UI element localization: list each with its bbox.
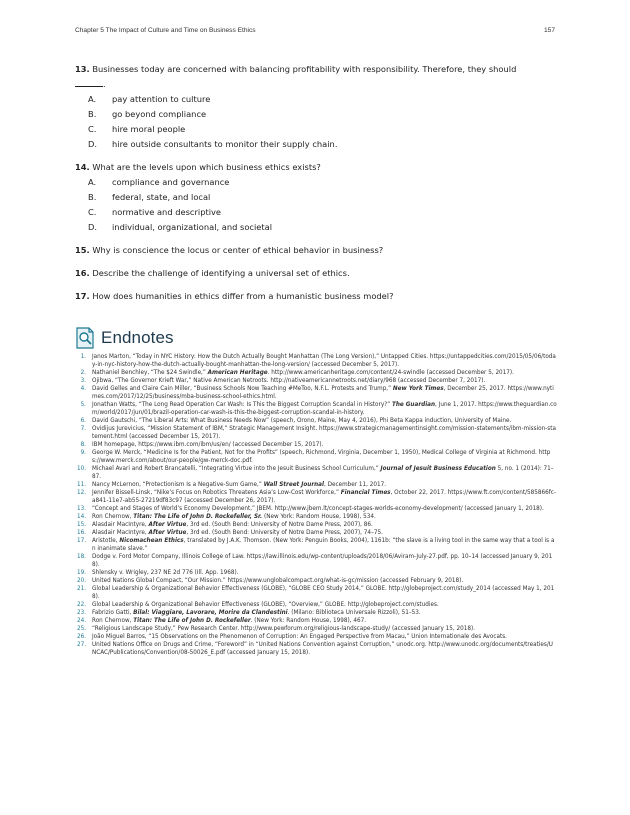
endnote-text xyxy=(92,466,554,480)
endnote-text-part: . (New York: Random House, 1998), 467. xyxy=(250,618,367,624)
question-number: 17. xyxy=(75,291,90,301)
endnote-text-part: , December 11, 2017. xyxy=(323,482,387,488)
endnote-text-part: Dodge v. Ford Motor Company, Illinois College of Law. https://law.illinois.edu/wp-content/uploads/2018/06/Aviram-July-27.pdf, pp. 10–14 (accessed January 9, 2018). xyxy=(92,554,553,568)
endnote-number: 24. xyxy=(76,618,86,624)
endnote-number: 2. xyxy=(80,370,86,376)
endnote-text-part: . http://www.americanheritage.com/content/24-swindle (accessed December 5, 2017). xyxy=(267,370,514,376)
endnote-text-part: , October 22, 2017. https://www.ft.com/content/585866fc-a841-11e7-ab55-27219df83c97 (accessed December 26, 2017). xyxy=(92,490,556,504)
option-letter: B. xyxy=(88,109,97,119)
endnote-title-italic: The Guardian xyxy=(392,402,436,408)
endnote-text-part: Alasdair MacIntyre, xyxy=(92,522,149,528)
option-text: compliance and governance xyxy=(112,177,230,187)
question-15 xyxy=(75,243,555,258)
answer-option xyxy=(88,137,555,152)
endnote-title-italic: Titan: The Life of John D. Rockefeller xyxy=(133,618,251,624)
endnote-text-part: Aristotle, xyxy=(92,538,120,544)
answer-options xyxy=(88,92,555,152)
endnote-item xyxy=(75,425,557,441)
endnote-number: 15. xyxy=(76,522,86,528)
endnote-text xyxy=(92,378,485,384)
endnote-item xyxy=(75,529,557,537)
endnote-text xyxy=(92,538,554,552)
endnote-number: 19. xyxy=(76,570,86,576)
endnote-text-part: , June 1, 2017. https://www.theguardian.com/world/2017/jun/01/brazil-operation-car-wash-is-this-the-biggest-corruption-scandal-in-history. xyxy=(92,402,557,416)
endnote-text-part: , December 25, 2017. https://www.nytimes.com/2017/12/25/business/mba-business-school-ethics.html. xyxy=(92,386,554,400)
question-number: 15. xyxy=(75,245,90,255)
option-letter: C. xyxy=(88,207,97,217)
endnote-title-italic: American Heritage xyxy=(207,370,268,376)
question-text: Describe the challenge of identifying a universal set of ethics. xyxy=(92,268,350,278)
endnote-text-part: Ron Chernow, xyxy=(92,618,134,624)
endnote-number: 5. xyxy=(80,402,86,408)
endnote-text-part: David Gelles and Claire Cain Miller, “Business Schools Now Teaching #MeToo, N.F.L. Protests and Trump,” xyxy=(92,386,393,392)
option-letter: A. xyxy=(88,177,97,187)
endnote-number: 17. xyxy=(76,538,86,544)
endnotes-header xyxy=(75,327,275,353)
endnote-item xyxy=(75,633,557,641)
endnote-item xyxy=(75,385,557,401)
endnote-text-part: Nathaniel Benchley, “The $24 Swindle,” xyxy=(92,370,208,376)
endnote-text xyxy=(92,570,239,576)
endnote-item xyxy=(75,465,557,481)
endnote-item xyxy=(75,353,557,369)
endnote-title-italic: New York Times xyxy=(392,386,444,392)
endnote-text xyxy=(92,418,511,424)
answer-option xyxy=(88,205,555,220)
answer-option xyxy=(88,122,555,137)
magnifier-document-icon xyxy=(75,327,95,349)
endnote-text xyxy=(92,610,421,616)
question-text: How does humanities in ethics differ from a humanistic business model? xyxy=(92,291,394,301)
endnote-item xyxy=(75,417,557,425)
endnote-text-part: Jonathan Watts, “The Long Read Operation Car Wash: Is This the Biggest Corruption Scandal in History?” xyxy=(92,402,392,408)
option-text: hire outside consultants to monitor their supply chain. xyxy=(112,139,338,149)
answer-option xyxy=(88,92,555,107)
question-text: What are the levels upon which business ethics exists? xyxy=(92,162,321,172)
page-number: 157 xyxy=(543,27,555,34)
endnote-text-part: Michael Avari and Robert Brancatelli, “Integrating Virtue into the Jesuit Business School Curriculum,” xyxy=(92,466,381,472)
endnote-number: 23. xyxy=(76,610,86,616)
endnote-item xyxy=(75,369,557,377)
question-number: 13. xyxy=(75,64,90,74)
endnote-item xyxy=(75,601,557,609)
endnote-item xyxy=(75,609,557,617)
endnote-text-part: (New York: Random House, 1998), 534. xyxy=(262,514,376,520)
endnote-text xyxy=(92,386,554,400)
endnote-number: 9. xyxy=(80,450,86,456)
endnote-text xyxy=(92,618,366,624)
endnote-number: 10. xyxy=(76,466,86,472)
endnote-text xyxy=(92,506,544,512)
endnote-number: 1. xyxy=(80,354,86,360)
option-letter: D. xyxy=(88,222,98,232)
endnote-number: 12. xyxy=(76,490,86,496)
endnote-item xyxy=(75,481,557,489)
question-text: Why is conscience the locus or center of ethical behavior in business? xyxy=(92,245,384,255)
endnote-number: 20. xyxy=(76,578,86,584)
question-17 xyxy=(75,289,555,304)
option-letter: D. xyxy=(88,139,98,149)
endnote-number: 18. xyxy=(76,554,86,560)
endnote-item xyxy=(75,553,557,569)
option-letter: A. xyxy=(88,94,97,104)
endnote-text-part: “Concept and Stages of World’s Economy Development,” JBEM. http://www.jbem.lt/concept-stages-worlds-economy-development/ (accessed January 1, 2018). xyxy=(92,506,544,512)
endnote-number: 14. xyxy=(76,514,86,520)
endnote-text xyxy=(92,450,550,464)
endnote-item xyxy=(75,377,557,385)
endnote-number: 27. xyxy=(76,642,86,648)
endnote-text xyxy=(92,554,552,568)
endnote-text-part: , 3rd ed. (South Bend: University of Notre Dame Press, 2007), 74–75. xyxy=(186,530,383,536)
endnote-text-part: Ron Chernow, xyxy=(92,514,134,520)
question-text: Businesses today are concerned with balancing profitability with responsibility. Therefore, they should xyxy=(92,64,517,74)
endnote-text xyxy=(92,482,386,488)
endnote-text-part: Fabrizio Gatti, xyxy=(92,610,134,616)
question-13 xyxy=(75,62,555,152)
question-number: 16. xyxy=(75,268,90,278)
endnote-item xyxy=(75,537,557,553)
endnote-title-italic: After Virtue xyxy=(148,530,187,536)
endnote-text-part: IBM homepage, https://www.ibm.com/ibm/us/en/ (accessed December 15, 2017). xyxy=(92,442,324,448)
endnote-text-part: . (Milano: Biblioteca Universale Rizzoli), 51–53. xyxy=(287,610,421,616)
endnote-text-part: Nancy McLernon, “Protectionism Is a Negative-Sum Game,” xyxy=(92,482,264,488)
answer-options xyxy=(88,175,555,235)
question-text-end: . xyxy=(103,79,106,89)
endnote-text-part: Alasdair MacIntyre, xyxy=(92,530,149,536)
endnote-item xyxy=(75,505,557,513)
endnote-item xyxy=(75,441,557,449)
endnote-text-part: Ovidijus Jurevicius, “Mission Statement of IBM,” Strategic Management Insight. https://www.strategicmanagementinsight.com/mission-statements/ibm-mission-statement.html (accessed December 15, 2017). xyxy=(92,426,556,440)
endnote-item xyxy=(75,449,557,465)
endnote-title-italic: Titan: The Life of John D. Rockefeller, Sr. xyxy=(133,514,263,520)
endnote-item xyxy=(75,401,557,417)
endnote-title-italic: Nicomachean Ethics xyxy=(119,538,184,544)
endnote-item xyxy=(75,569,557,577)
endnote-text xyxy=(92,490,556,504)
endnote-number: 11. xyxy=(76,482,86,488)
review-questions xyxy=(75,62,555,312)
option-text: federal, state, and local xyxy=(112,192,211,202)
endnote-text-part: Jennifer Bissell-Linsk, “Nike’s Focus on Robotics Threatens Asia’s Low-Cost Workforce,” xyxy=(92,490,341,496)
endnote-item xyxy=(75,625,557,633)
option-letter: C. xyxy=(88,124,97,134)
option-text: individual, organizational, and societal xyxy=(112,222,273,232)
endnote-number: 8. xyxy=(80,442,86,448)
endnote-item xyxy=(75,641,557,657)
endnote-text-part: Shlensky v. Wrigley, 237 NE 2d 776 (Ill. App. 1968). xyxy=(92,570,239,576)
option-text: go beyond compliance xyxy=(112,109,207,119)
endnote-number: 6. xyxy=(80,418,86,424)
answer-option xyxy=(88,220,555,235)
answer-option xyxy=(88,175,555,190)
endnote-text-part: Global Leadership & Organizational Behavior Effectiveness (GLOBE), “Overview,” GLOBE. http://globeproject.com/studies. xyxy=(92,602,439,608)
endnote-text-part: João Miguel Barros, “15 Observations on the Phenomenon of Corruption: An Engaged Perspective from Macau,” Union Internationale des Avocats. xyxy=(92,634,507,640)
endnote-number: 4. xyxy=(80,386,86,392)
endnote-item xyxy=(75,617,557,625)
answer-option xyxy=(88,190,555,205)
question-14 xyxy=(75,160,555,235)
endnote-number: 7. xyxy=(80,426,86,432)
endnote-item xyxy=(75,521,557,529)
endnote-title-italic: Financial Times xyxy=(340,490,391,496)
endnote-number: 3. xyxy=(80,378,86,384)
endnotes-list xyxy=(75,353,557,657)
endnote-text-part: “Religious Landscape Study,” Pew Research Center. http://www.pewforum.org/religious-landscape-study/ (accessed January 15, 2018). xyxy=(92,626,475,632)
endnote-text-part: Ojibwa, “The Governor Krieft War,” Native American Netroots. http://nativeamericannetroots.net/diary/968 (accessed December 7, 2017). xyxy=(92,378,486,384)
endnote-title-italic: Wall Street Journal xyxy=(263,482,324,488)
endnote-text xyxy=(92,586,554,600)
option-text: pay attention to culture xyxy=(112,94,211,104)
running-header xyxy=(75,27,555,37)
endnote-number: 22. xyxy=(76,602,86,608)
endnote-title-italic: After Virtue xyxy=(148,522,187,528)
endnote-text xyxy=(92,354,556,368)
answer-option xyxy=(88,107,555,122)
endnote-text xyxy=(92,578,463,584)
endnote-number: 13. xyxy=(76,506,86,512)
endnote-text-part: , translated by J.A.K. Thomson. (New York: Penguin Books, 2004), 1161b: “the slave is a living tool in the same way that a tool is an inanimate slave.” xyxy=(92,538,555,552)
endnote-text xyxy=(92,530,383,536)
question-16 xyxy=(75,266,555,281)
option-letter: B. xyxy=(88,192,97,202)
endnote-text xyxy=(92,426,556,440)
endnote-text xyxy=(92,442,323,448)
endnote-text-part: United Nations Global Compact, “Our Mission.” https://www.unglobalcompact.org/what-is-gc/mission (accessed February 9, 2018). xyxy=(92,578,464,584)
endnote-text xyxy=(92,514,376,520)
endnote-item xyxy=(75,489,557,505)
endnote-number: 16. xyxy=(76,530,86,536)
endnote-text xyxy=(92,522,373,528)
endnote-text xyxy=(92,626,475,632)
endnote-text xyxy=(92,602,439,608)
endnote-number: 25. xyxy=(76,626,86,632)
endnote-text-part: George W. Merck, “Medicine Is for the Patient, Not for the Profits” (speech, Richmond, Virginia, December 1, 1950), Medical College of Virginia at Richmond. https://www.merck.com/about/our-people/gw-merck-doc.pdf. xyxy=(92,450,551,464)
option-text: hire moral people xyxy=(112,124,186,134)
endnote-title-italic: Journal of Jesuit Business Education xyxy=(380,466,496,472)
chapter-title: Chapter 5 The Impact of Culture and Time on Business Ethics xyxy=(75,27,256,34)
endnote-text-part: 5, no. 1 (2014): 71–87. xyxy=(92,466,554,480)
endnote-text-part: , 3rd ed. (South Bend: University of Notre Dame Press, 2007), 86. xyxy=(186,522,373,528)
option-text: normative and descriptive xyxy=(112,207,222,217)
endnote-number: 21. xyxy=(76,586,86,592)
endnote-text-part: Janos Marton, “Today in NYC History: How the Dutch Actually Bought Manhattan (The Long Version),” Untapped Cities. https://untappedcities.com/2015/05/06/today-in-nyc-history-how-the-dutch-actually-bought-manhattan-the-long-version/ (accessed December 5, 2017). xyxy=(92,354,556,368)
endnote-number: 26. xyxy=(76,634,86,640)
endnote-text-part: David Gautschi, “The Liberal Arts: What Business Needs Now” (speech, Orono, Maine, May 4, 2016), Phi Beta Kappa induction, University of Maine. xyxy=(92,418,512,424)
endnote-text-part: United Nations Office on Drugs and Crime, “Foreword” in “United Nations Convention against Corruption,” unodc.org. http://www.unodc.org/documents/treaties/UNCAC/Publications/Convention/08-50026_E.pdf (accessed January 15, 2018). xyxy=(92,642,553,656)
endnote-item xyxy=(75,513,557,521)
question-number: 14. xyxy=(75,162,90,172)
endnote-text xyxy=(92,402,557,416)
endnote-text xyxy=(92,370,514,376)
endnotes-title: Endnotes xyxy=(101,328,174,347)
endnote-text xyxy=(92,642,553,656)
endnote-text xyxy=(92,634,507,640)
endnote-title-italic: Bilal: Viaggiare, Lavorare, Morire da Clandestini xyxy=(133,610,288,616)
answer-blank xyxy=(75,78,103,87)
endnote-item xyxy=(75,585,557,601)
endnote-item xyxy=(75,577,557,585)
endnote-text-part: Global Leadership & Organizational Behavior Effectiveness (GLOBE), “GLOBE CEO Study 2014,” GLOBE. http://globeproject.com/study_2014 (accessed May 1, 2018). xyxy=(92,586,555,600)
